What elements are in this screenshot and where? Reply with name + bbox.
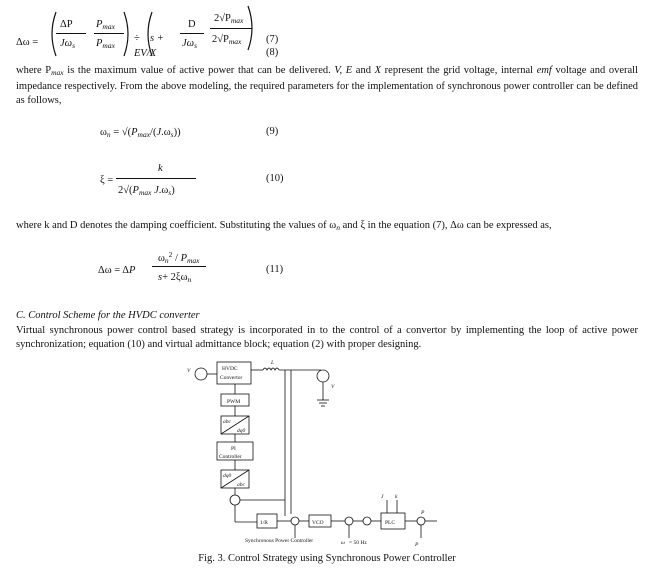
- equation-9: $\omega_n = √(P_{max}/(J.\omega_s))$: [100, 127, 181, 139]
- svg-text:PLC: PLC: [385, 520, 396, 526]
- svg-text:L: L: [271, 360, 275, 366]
- svg-text:PI: PI: [231, 446, 236, 452]
- svg-text:V: V: [187, 368, 191, 374]
- svg-text:ω: ω: [341, 540, 345, 546]
- svg-text:Controller: Controller: [219, 454, 242, 460]
- svg-text:P: P: [415, 542, 419, 548]
- svg-text:P: P: [421, 510, 425, 516]
- eq7-f1-num: ΔP: [60, 19, 73, 30]
- svg-text:1/R: 1/R: [260, 520, 268, 526]
- paragraph-2: where k and D denotes the damping coefficient. Substituting the values of $\omega_n$ and ξ in the equation (7), Δω can be expressed as,: [16, 220, 552, 232]
- svg-text:PWM: PWM: [227, 399, 241, 405]
- svg-text:J: J: [381, 494, 384, 500]
- eq9-number: (9): [266, 126, 279, 137]
- control-scheme-figure: [185, 354, 445, 552]
- paragraph-1: where $P_{max}$ is the maximum value of active power that can be delivered. V, E and X represent the grid voltage, internal emf voltage and overall impedance respectively. From the above modeling, the required parameters for the implementation of synchronous power controller can be defined as follows,: [16, 65, 638, 106]
- eq7-f1-den: Jω: [60, 38, 73, 49]
- eq11-number: (11): [266, 264, 284, 275]
- svg-text:dq0: dq0: [223, 473, 232, 479]
- svg-text:abc: abc: [223, 419, 231, 425]
- eq11-lhs: Δω = ΔP: [98, 265, 136, 276]
- fig-hvdc-label: HVDC: [222, 366, 238, 372]
- right-bracket-icon-2: [244, 4, 260, 52]
- eq7-div: ÷: [134, 33, 140, 44]
- svg-text:V: V: [331, 384, 335, 390]
- eq8-number: (8): [266, 47, 279, 58]
- svg-text:= 50 Hz: = 50 Hz: [349, 540, 367, 546]
- eq11-num: $\omega_n^2 / P_{max}$: [158, 250, 200, 265]
- svg-text:Convertor: Convertor: [220, 375, 243, 381]
- figure-caption: Fig. 3. Control Strategy using Synchronous Power Controller: [198, 553, 456, 564]
- eq10-num: k: [158, 163, 163, 174]
- svg-text:dq0: dq0: [237, 428, 246, 434]
- section-heading: C. Control Scheme for the HVDC converter: [16, 310, 200, 321]
- eq7-lhs: Δω =: [16, 37, 39, 48]
- paragraph-3: Virtual synchronous power control based strategy is incorporated in to the control of a convertor by implementing the loop of active power synchronization; equation (10) and virtual admittance block; equation (2) with proper designing.: [16, 325, 638, 350]
- fig-spc-label: Synchronous Power Controller: [245, 538, 314, 544]
- svg-text:VCO: VCO: [312, 520, 324, 526]
- eq7-under: EV/X: [134, 48, 157, 59]
- svg-text:abc: abc: [237, 482, 245, 488]
- eq7-number: (7): [266, 34, 279, 45]
- svg-text:k: k: [395, 494, 398, 500]
- eq11-den: $s+ 2\xi\omega_n$: [158, 272, 192, 284]
- eq10-lhs: ξ =: [100, 175, 114, 186]
- eq10-number: (10): [266, 173, 284, 184]
- eq10-den: $2√(P_{max}$ $J.\omega_s$): [118, 185, 175, 197]
